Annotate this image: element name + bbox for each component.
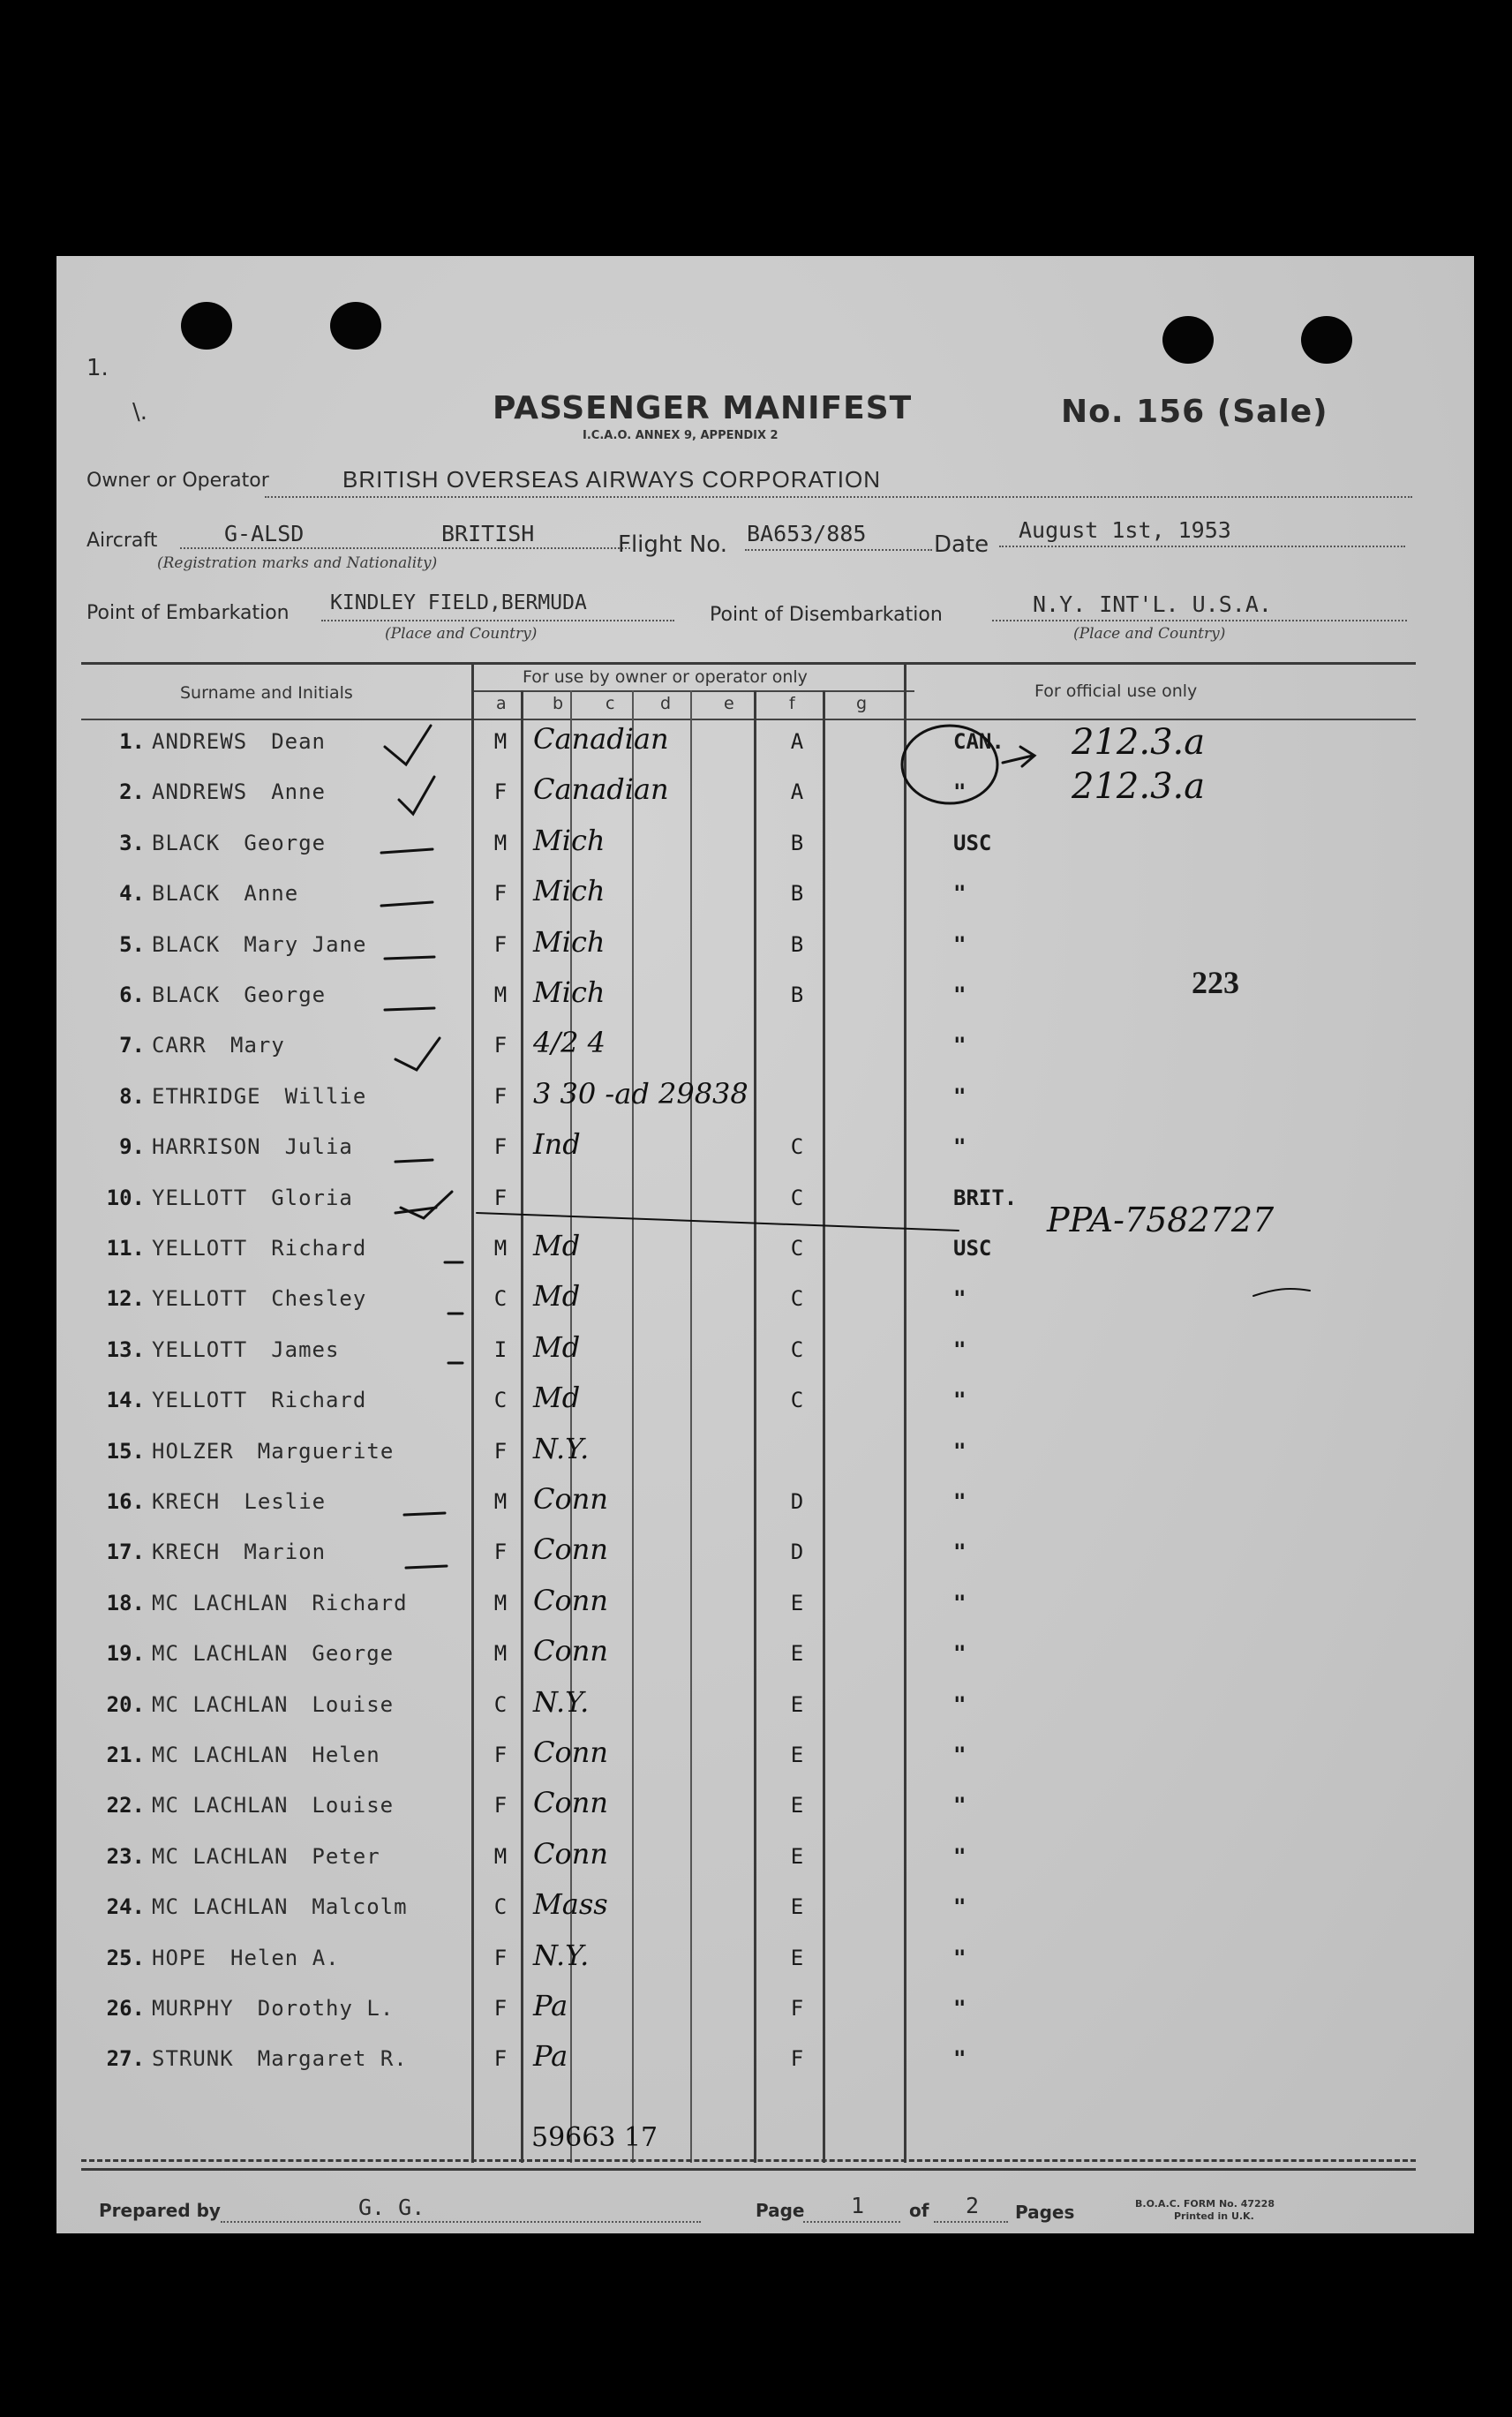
handwritten-residence: 3 30 -ad 29838	[533, 1076, 748, 1111]
passenger-initials: Mary Jane	[244, 931, 367, 957]
passenger-number: 26.	[106, 1996, 145, 2021]
handwritten-residence: Conn	[533, 1836, 608, 1871]
official-status: "	[953, 1540, 967, 1565]
handwritten-residence: Pa	[533, 2039, 568, 2074]
passenger-group: E	[790, 1590, 804, 1615]
passenger-sex: C	[493, 1388, 508, 1413]
passenger-initials: Richard	[271, 1388, 367, 1413]
disembarkation-label: Point of Disembarkation	[710, 604, 943, 626]
passenger-number: 2.	[119, 779, 145, 805]
passenger-initials: Dorothy L.	[257, 1996, 395, 2021]
passenger-group: D	[790, 1540, 804, 1565]
passenger-number: 23.	[106, 1843, 145, 1869]
passenger-initials: Chesley	[271, 1286, 367, 1312]
handwritten-residence: Conn	[533, 1583, 608, 1617]
date-label: Date	[934, 531, 989, 558]
passenger-number: 19.	[106, 1641, 145, 1667]
passenger-surname: HOPE	[152, 1945, 207, 1970]
passenger-sex: M	[493, 983, 508, 1007]
passenger-number: 27.	[106, 2046, 145, 2072]
passenger-sex: F	[493, 1793, 508, 1818]
handwritten-residence: Md	[533, 1329, 581, 1364]
passenger-number: 11.	[106, 1236, 145, 1261]
operator-use-header: For use by owner or operator only	[523, 667, 808, 687]
passenger-initials: Dean	[271, 729, 326, 754]
passenger-group: E	[790, 1843, 804, 1869]
passenger-group: C	[790, 1337, 804, 1362]
handwritten-residence: Mich	[533, 874, 606, 908]
page-total: 2	[966, 2193, 980, 2218]
disembarkation-value: N.Y. INT'L. U.S.A.	[1033, 591, 1272, 617]
handwritten-residence: Ind	[533, 1127, 581, 1162]
passenger-group: B	[790, 881, 804, 907]
passenger-surname: KRECH	[152, 1489, 221, 1514]
official-status: "	[953, 1438, 967, 1464]
official-status: "	[953, 1691, 967, 1717]
passenger-surname: ANDREWS	[152, 779, 248, 805]
handwritten-residence: Mich	[533, 975, 606, 1009]
handwritten-residence: Conn	[533, 1786, 608, 1820]
passenger-group: B	[790, 830, 804, 855]
passenger-sex: F	[493, 1438, 508, 1464]
passenger-initials: Marguerite	[257, 1438, 395, 1464]
handwritten-residence: Conn	[533, 1532, 608, 1567]
official-status: "	[953, 1843, 967, 1869]
passenger-number: 7.	[119, 1033, 145, 1058]
passenger-group: F	[790, 2046, 804, 2072]
passenger-group: F	[790, 1996, 804, 2021]
passenger-group: C	[790, 1134, 804, 1160]
passenger-number: 4.	[119, 881, 145, 907]
passenger-group: C	[790, 1388, 804, 1413]
handwritten-residence: Mass	[533, 1887, 608, 1922]
passenger-initials: Margaret R.	[257, 2046, 408, 2072]
passenger-number: 8.	[119, 1083, 145, 1109]
aircraft-note: (Registration marks and Nationality)	[157, 554, 438, 572]
passenger-surname: STRUNK	[152, 2046, 234, 2072]
document-subtitle: I.C.A.O. ANNEX 9, APPENDIX 2	[583, 429, 779, 442]
passenger-sex: F	[493, 1945, 508, 1970]
passenger-surname: YELLOTT	[152, 1337, 248, 1362]
passenger-surname: YELLOTT	[152, 1236, 248, 1261]
official-status: USC	[953, 830, 992, 855]
pages-label: Pages	[1015, 2202, 1075, 2223]
flight-number: BA653/885	[747, 521, 867, 546]
passenger-number: 22.	[106, 1793, 145, 1818]
passenger-group: E	[790, 1894, 804, 1920]
passenger-sex: M	[493, 729, 508, 754]
document-title: PASSENGER MANIFEST	[493, 390, 913, 426]
official-status: "	[953, 1945, 967, 1970]
handwritten-residence: Md	[533, 1229, 581, 1262]
passenger-surname: BLACK	[152, 931, 221, 957]
passenger-initials: Richard	[312, 1590, 408, 1615]
passenger-group: E	[790, 1793, 804, 1818]
passenger-initials: George	[312, 1641, 395, 1667]
passenger-sex: F	[493, 1185, 508, 1210]
flight-label: Flight No.	[618, 531, 728, 558]
embarkation-value: KINDLEY FIELD,BERMUDA	[330, 591, 587, 614]
passenger-surname: MURPHY	[152, 1996, 234, 2021]
handwritten-residence: Md	[533, 1279, 581, 1314]
official-status: "	[953, 1743, 967, 1767]
official-status: "	[953, 1590, 967, 1615]
passenger-sex: I	[493, 1337, 508, 1362]
passenger-sex: F	[493, 2046, 508, 2072]
passenger-group: C	[790, 1286, 804, 1312]
handwritten-residence: N.Y.	[533, 1431, 590, 1465]
passenger-number: 18.	[106, 1590, 145, 1615]
passenger-number: 14.	[106, 1388, 145, 1413]
passenger-group: A	[790, 729, 804, 754]
passenger-surname: ANDREWS	[152, 729, 248, 754]
official-status: "	[953, 1388, 967, 1413]
embarkation-label: Point of Embarkation	[87, 602, 290, 624]
passenger-initials: Mary	[230, 1033, 285, 1058]
passenger-surname: BLACK	[152, 830, 221, 855]
passenger-initials: Malcolm	[312, 1894, 408, 1920]
official-status: "	[953, 1337, 967, 1362]
passenger-number: 17.	[106, 1540, 145, 1565]
passenger-sex: F	[493, 1996, 508, 2021]
aircraft-nationality: BRITISH	[441, 521, 535, 546]
official-status: "	[953, 1996, 967, 2021]
margin-number: 223	[1192, 965, 1239, 1000]
official-status: "	[953, 1286, 967, 1312]
passenger-group: E	[790, 1743, 804, 1767]
handwritten-residence: Conn	[533, 1736, 608, 1769]
passenger-surname: YELLOTT	[152, 1185, 248, 1210]
passenger-sex: M	[493, 1236, 508, 1261]
passenger-surname: YELLOTT	[152, 1286, 248, 1312]
manifest-sheet	[56, 256, 1474, 2233]
passenger-number: 15.	[106, 1438, 145, 1464]
passenger-initials: Anne	[244, 881, 299, 907]
passenger-surname: MC LACHLAN	[152, 1590, 289, 1615]
passenger-group: B	[790, 983, 804, 1007]
manifest-number: No. 156 (Sale)	[1061, 394, 1328, 430]
passenger-initials: Louise	[312, 1793, 395, 1818]
embarkation-note: (Place and Country)	[385, 625, 538, 643]
passenger-initials: Julia	[284, 1134, 353, 1160]
official-status: "	[953, 1641, 967, 1667]
official-status: "	[953, 1083, 967, 1109]
passenger-initials: Louise	[312, 1691, 395, 1717]
official-status: "	[953, 931, 967, 957]
passenger-sex: C	[493, 1286, 508, 1312]
handwritten-residence: Md	[533, 1381, 581, 1415]
handwritten-residence: N.Y.	[533, 1684, 590, 1719]
passenger-sex: C	[493, 1894, 508, 1920]
official-status: "	[953, 1489, 967, 1514]
subcol-f: f	[789, 694, 795, 713]
handwritten-residence: Conn	[533, 1634, 608, 1668]
passenger-sex: M	[493, 1590, 508, 1615]
page-label: Page	[756, 2200, 805, 2221]
official-status: "	[953, 1793, 967, 1818]
passenger-sex: F	[493, 1083, 508, 1109]
passenger-surname: YELLOTT	[152, 1388, 248, 1413]
hand-official-2: 212.3.a	[1072, 766, 1206, 807]
passenger-sex: F	[493, 1743, 508, 1767]
passenger-sex: M	[493, 1843, 508, 1869]
handwritten-residence: N.Y.	[533, 1938, 590, 1972]
passenger-group: C	[790, 1236, 804, 1261]
passenger-sex: F	[493, 1540, 508, 1565]
passenger-surname: MC LACHLAN	[152, 1743, 289, 1767]
top-mark: 1.	[87, 355, 109, 381]
hand-official-10: PPA-7582727	[1047, 1201, 1275, 1239]
subcol-e: e	[724, 694, 734, 713]
handwritten-residence: Canadian	[533, 722, 669, 756]
passenger-surname: BLACK	[152, 881, 221, 907]
subcol-c: c	[606, 694, 615, 713]
passenger-number: 3.	[119, 830, 145, 855]
aircraft-registration: G-ALSD	[224, 521, 305, 546]
passenger-sex: F	[493, 931, 508, 957]
passenger-group: D	[790, 1489, 804, 1514]
passenger-sex: F	[493, 1134, 508, 1160]
passenger-surname: MC LACHLAN	[152, 1691, 289, 1717]
passenger-number: 9.	[119, 1134, 145, 1160]
subcol-a: a	[496, 694, 507, 713]
surname-column-header: Surname and Initials	[180, 683, 353, 703]
date-value: August 1st, 1953	[1019, 517, 1231, 543]
handwritten-residence: Canadian	[533, 772, 669, 807]
passenger-initials: George	[244, 830, 327, 855]
passenger-number: 16.	[106, 1489, 145, 1514]
passenger-surname: BLACK	[152, 983, 221, 1007]
passenger-group: C	[790, 1185, 804, 1210]
prepared-by-label: Prepared by	[99, 2200, 221, 2221]
total-note: 59663 17	[531, 2122, 658, 2153]
passenger-group: E	[790, 1691, 804, 1717]
official-status: USC	[953, 1236, 992, 1261]
passenger-surname: MC LACHLAN	[152, 1793, 289, 1818]
handwritten-residence: Mich	[533, 823, 606, 857]
of-label: of	[909, 2200, 929, 2221]
passenger-surname: KRECH	[152, 1540, 221, 1565]
passenger-number: 10.	[106, 1185, 145, 1210]
handwritten-annotations	[56, 256, 1474, 2233]
corner-mark: \.	[132, 399, 148, 425]
passenger-group: A	[790, 779, 804, 805]
passenger-initials: Helen A.	[230, 1945, 340, 1970]
passenger-initials: Leslie	[244, 1489, 327, 1514]
prepared-by-value: G. G.	[358, 2195, 425, 2220]
page-number: 1	[851, 2193, 865, 2218]
passenger-initials: James	[271, 1337, 340, 1362]
passenger-number: 6.	[119, 983, 145, 1007]
operator-value: BRITISH OVERSEAS AIRWAYS CORPORATION	[342, 466, 882, 493]
form-number: B.O.A.C. FORM No. 47228	[1135, 2198, 1275, 2210]
official-status: "	[953, 1033, 967, 1058]
official-use-header: For official use only	[1034, 681, 1198, 701]
subcol-g: g	[856, 694, 868, 713]
handwritten-residence: Conn	[533, 1482, 608, 1516]
official-status: CAN.	[953, 729, 1004, 754]
disembarkation-note: (Place and Country)	[1073, 625, 1226, 643]
passenger-surname: CARR	[152, 1033, 207, 1058]
passenger-sex: F	[493, 1033, 508, 1058]
passenger-initials: Anne	[271, 779, 326, 805]
passenger-surname: MC LACHLAN	[152, 1894, 289, 1920]
handwritten-residence: Mich	[533, 924, 606, 959]
official-status: "	[953, 983, 967, 1007]
official-status: "	[953, 1134, 967, 1160]
passenger-surname: MC LACHLAN	[152, 1641, 289, 1667]
official-status: "	[953, 2046, 967, 2072]
passenger-number: 21.	[106, 1743, 145, 1767]
passenger-group: E	[790, 1945, 804, 1970]
passenger-surname: HOLZER	[152, 1438, 234, 1464]
passenger-surname: ETHRIDGE	[152, 1083, 261, 1109]
subcol-d: d	[660, 694, 672, 713]
passenger-sex: F	[493, 881, 508, 907]
passenger-number: 1.	[119, 729, 145, 754]
passenger-initials: George	[244, 983, 327, 1007]
passenger-sex: M	[493, 830, 508, 855]
official-status: BRIT.	[953, 1185, 1018, 1210]
passenger-sex: F	[493, 779, 508, 805]
passenger-initials: Gloria	[271, 1185, 353, 1210]
passenger-initials: Marion	[244, 1540, 327, 1565]
passenger-number: 13.	[106, 1337, 145, 1362]
passenger-group: E	[790, 1641, 804, 1667]
passenger-surname: HARRISON	[152, 1134, 261, 1160]
operator-label: Owner or Operator	[87, 470, 269, 492]
passenger-number: 20.	[106, 1691, 145, 1717]
passenger-initials: Willie	[284, 1083, 367, 1109]
printed-in: Printed in U.K.	[1174, 2210, 1254, 2222]
passenger-number: 12.	[106, 1286, 145, 1312]
passenger-initials: Helen	[312, 1743, 380, 1767]
aircraft-label: Aircraft	[87, 530, 158, 552]
passenger-sex: C	[493, 1691, 508, 1717]
passenger-initials: Richard	[271, 1236, 367, 1261]
passenger-number: 5.	[119, 931, 145, 957]
subcol-b: b	[553, 694, 564, 713]
passenger-surname: MC LACHLAN	[152, 1843, 289, 1869]
official-status: "	[953, 779, 967, 805]
passenger-initials: Peter	[312, 1843, 380, 1869]
passenger-number: 24.	[106, 1894, 145, 1920]
passenger-sex: M	[493, 1641, 508, 1667]
passenger-sex: M	[493, 1489, 508, 1514]
official-status: "	[953, 881, 967, 907]
official-status: "	[953, 1894, 967, 1920]
handwritten-residence: Pa	[533, 1989, 568, 2022]
passenger-group: B	[790, 931, 804, 957]
handwritten-residence: 4/2 4	[533, 1026, 606, 1060]
hand-official-1: 212.3.a	[1072, 722, 1206, 763]
passenger-number: 25.	[106, 1945, 145, 1970]
